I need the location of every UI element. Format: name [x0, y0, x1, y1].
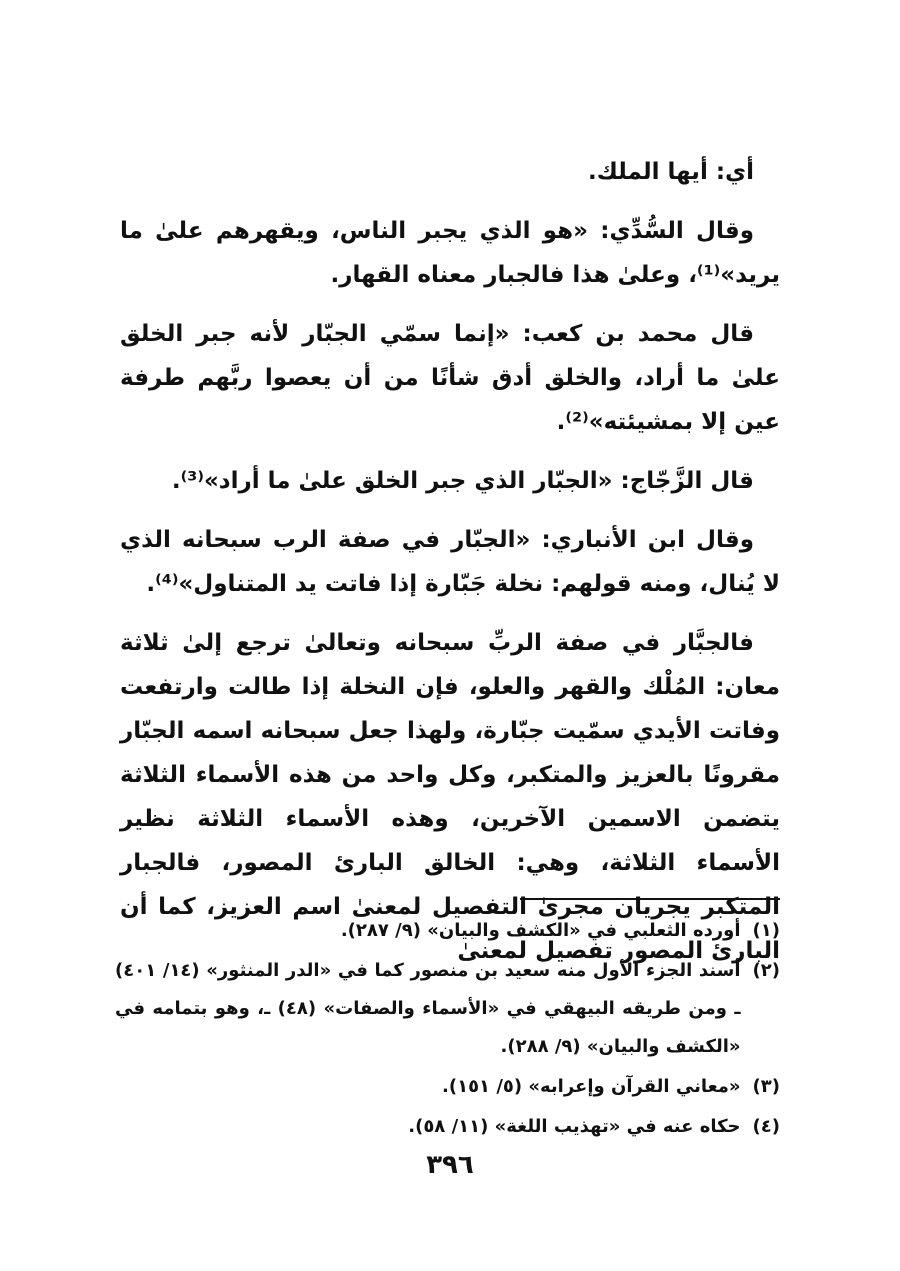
footnote-number: (٤) — [752, 1116, 780, 1137]
paragraph-6: فالجبَّار في صفة الربِّ سبحانه وتعالىٰ ترجع إلىٰ ثلاثة معان: المُلْك والقهر والعلو، فإن النخلة إذا طالت وارتفعت وفاتت الأيدي سمّيت جبّارة، ولهذا جعل سبحانه اسمه الجبّار مقرونًا بالعزيز والمتكبر، وكل واحد من هذه الأسماء الثلاثة يتضمن الاسمين الآخرين، وهذه الأسماء الثلاثة نظير الأسماء الثلاثة، وهي: الخالق البارئ المصور، فالجبار المتكبر يجريان مجرىٰ التفصيل لمعنىٰ اسم العزيز، كما أن البارئ المصور تفصيل لمعنىٰ — [120, 630, 780, 964]
paragraph-3: قال محمد بن كعب: «إنما سمّي الجبّار لأنه جبر الخلق علىٰ ما أراد، والخلق أدق شأنًا من أن يعصوا ربَّهم طرفة عين إلا بمشيئته»⁽²⁾. — [120, 321, 780, 435]
paragraph-1: أي: أيها الملك. — [588, 159, 754, 185]
paragraph-2: وقال السُّدِّي: «هو الذي يجبر الناس، ويقهرهم علىٰ ما يريد»⁽¹⁾، وعلىٰ هذا فالجبار معناه القهار. — [120, 218, 780, 288]
footnote-text: «معاني القرآن وإعرابه» (٥/ ١٥١). — [442, 1076, 741, 1097]
paragraph-5: وقال ابن الأنباري: «الجبّار في صفة الرب سبحانه الذي لا يُنال، ومنه قولهم: نخلة جَبّارة إذا فاتت يد المتناول»⁽⁴⁾. — [120, 527, 780, 597]
footnote-text: حكاه عنه في «تهذيب اللغة» (١١/ ٥٨). — [408, 1116, 741, 1137]
paragraph-4: قال الزَّجّاج: «الجبّار الذي جبر الخلق علىٰ ما أراد»⁽³⁾. — [171, 468, 754, 494]
footnote-number: (٢) — [752, 960, 780, 981]
footnote-text: أورده الثعلبي في «الكشف والبيان» (٩/ ٢٨٧). — [340, 920, 741, 941]
footnote-2 — [115, 952, 780, 1066]
main-text — [120, 150, 780, 988]
footnotes — [115, 912, 780, 1148]
footnote-divider — [520, 898, 780, 900]
page-number: ٣٩٦ — [426, 1150, 474, 1180]
footnote-text: أسند الجزء الأول منه سعيد بن منصور كما في «الدر المنثور» (١٤/ ٤٠١) ـ ومن طريقه البيهقي في «الأسماء والصفات» (٤٨) ـ، وهو بتمامه في «الكشف والبيان» (٩/ ٢٨٨). — [115, 960, 741, 1057]
footnote-4 — [115, 1108, 780, 1146]
footnote-number: (١) — [752, 920, 780, 941]
footnote-number: (٣) — [752, 1076, 780, 1097]
footnote-3 — [115, 1068, 780, 1106]
footnote-1 — [115, 912, 780, 950]
